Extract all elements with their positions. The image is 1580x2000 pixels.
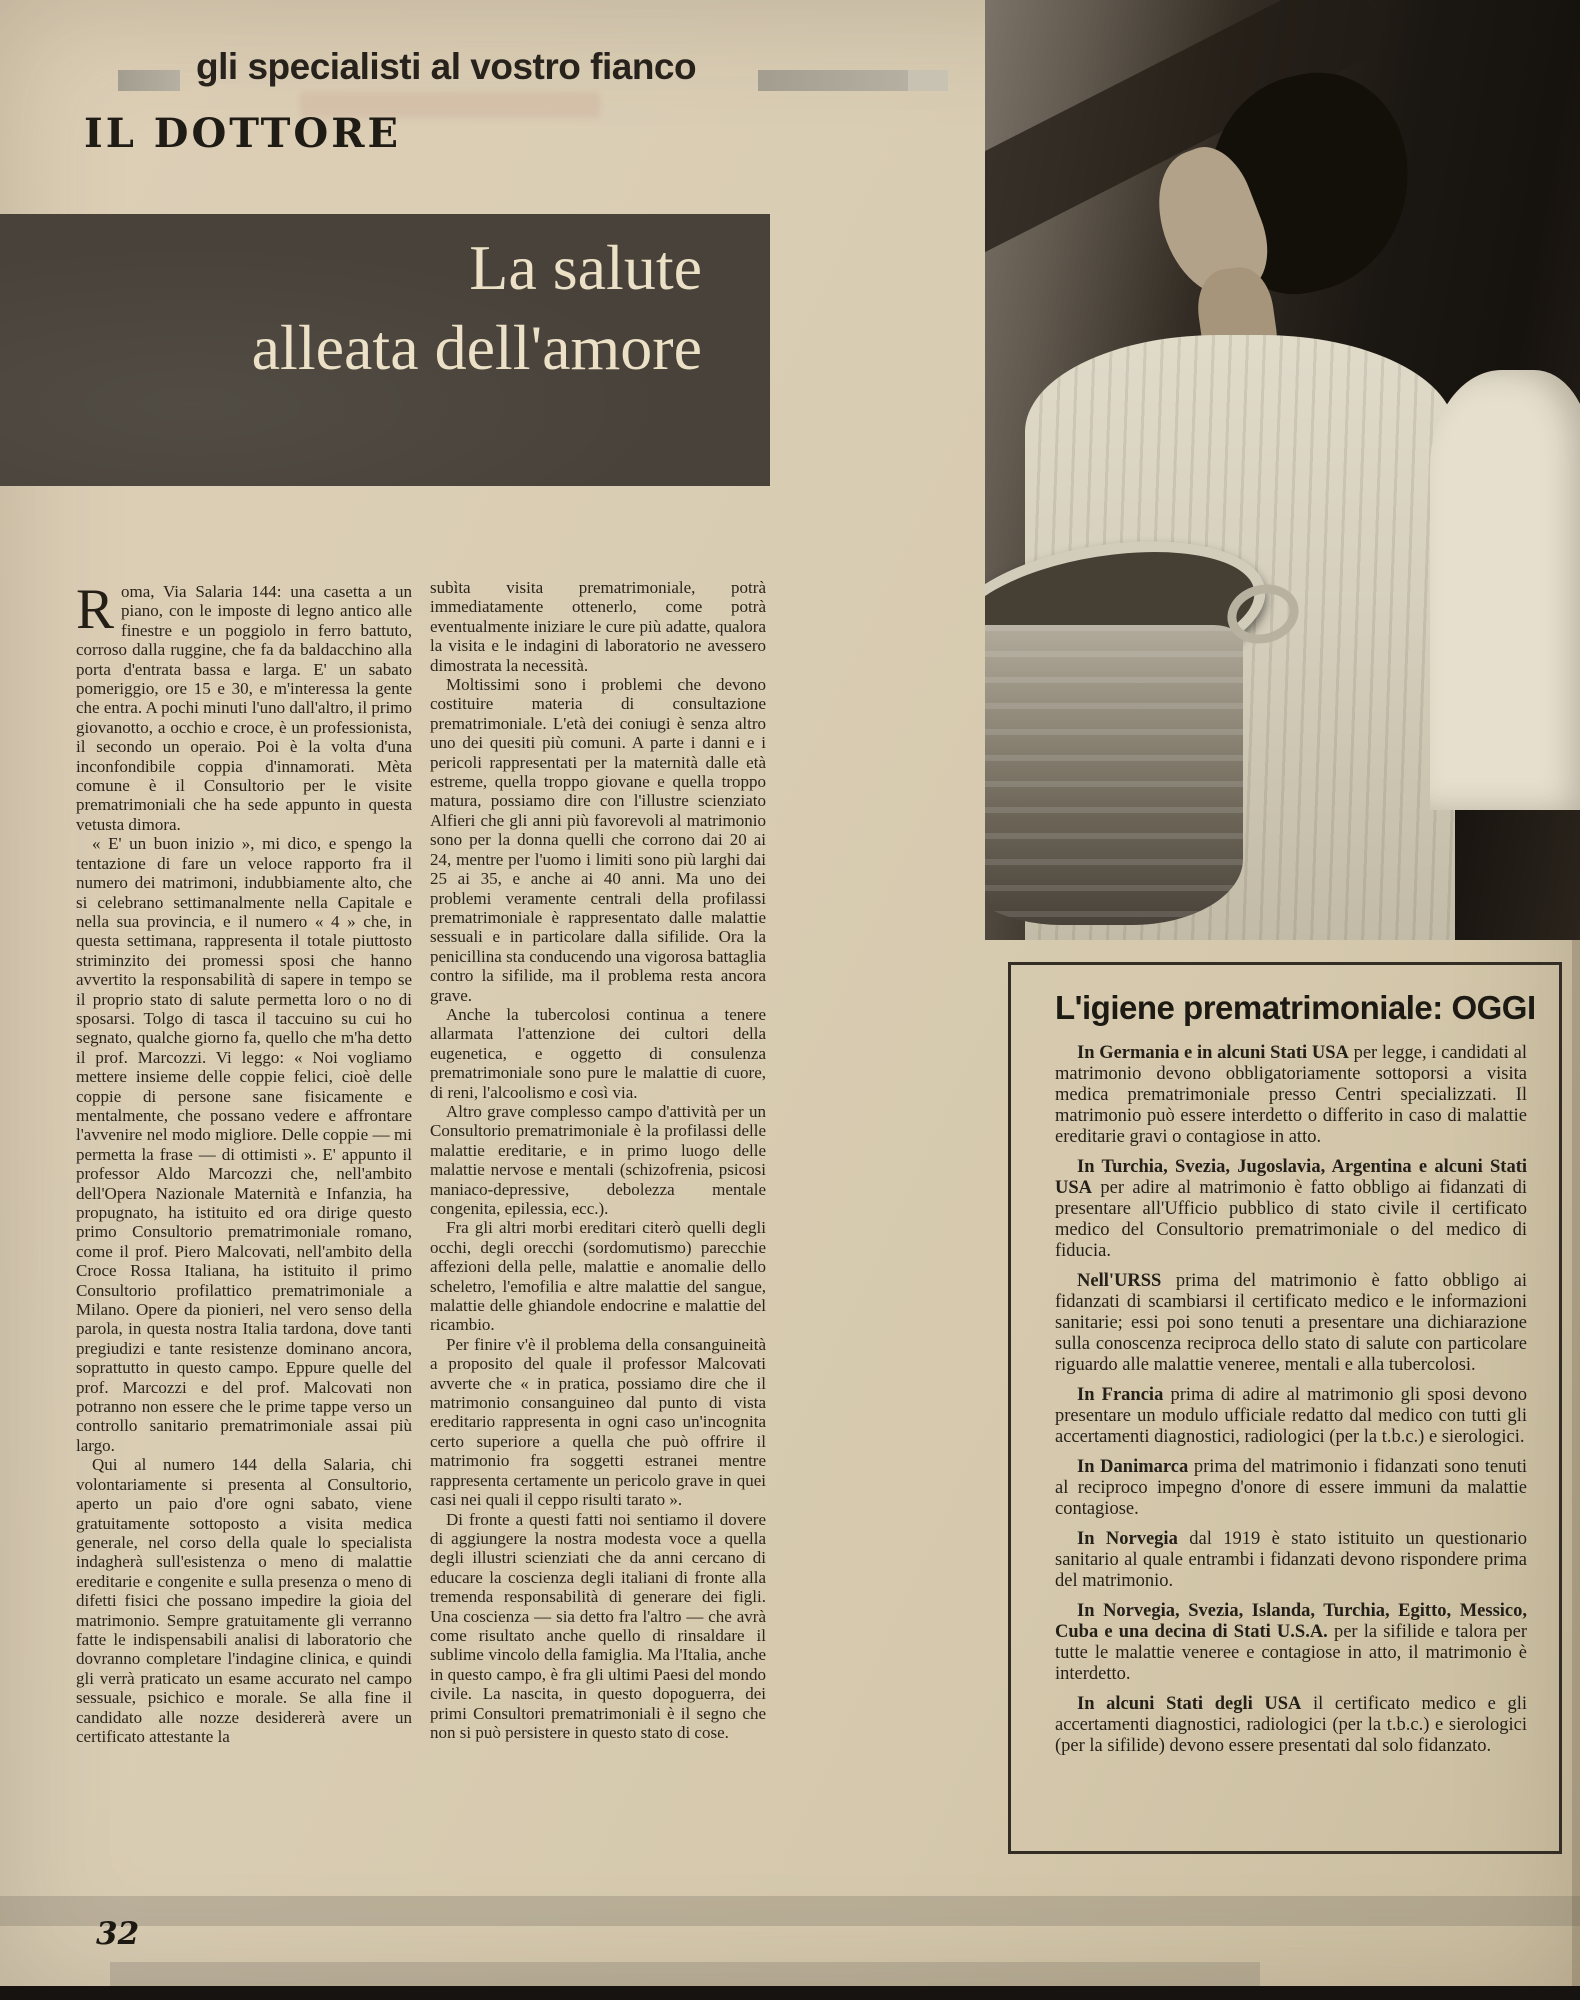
sidebar-paragraph-text: prima del matrimonio è fatto obbligo ai fidanzati di scambiarsi il certificato medico e le informazioni sanitarie; essi poi sono tenuti a presentare una dichiarazione sulla conoscenza reciproca dello stato di salute con particolare riguardo alle malattie veneree, mentali e alla tubercolosi. [1055, 1271, 1527, 1375]
header-rule-right [758, 70, 908, 91]
page-number: 32 [96, 1916, 140, 1952]
sidebar-paragraph-lead: In Norvegia, Svezia, Islanda, Turchia, Egitto, Messico, Cuba e una decina di Stati U.S.A. [1055, 1601, 1527, 1642]
page-bottom-edge [0, 1986, 1580, 2000]
header-rule-right-light [908, 70, 948, 91]
article-paragraph: Per finire v'è il problema della consanguineità a proposito del quale il professor Malcovati avverte che « in pratica, possiamo dire che il matrimonio consanguineo dal punto di vista ereditario rappresenta in ogni caso un'incognita certo superiore a quella che può offrire il matrimonio fra soggetti estranei mentre rappresenta certamente un pericolo grave in quei casi nei quali il ceppo risulti tarato ». [430, 1334, 766, 1510]
sidebar-paragraph [1055, 1157, 1527, 1262]
sidebar-paragraph-text: prima del matrimonio i fidanzati sono tenuti al reciproco impegno d'onore di essere immuni da malattie contagiose. [1055, 1457, 1527, 1519]
article-paragraph: Fra gli altri morbi ereditari citerò quelli degli occhi, degli orecchi (sordomutismo) parecchie affezioni della pelle, malattie e anomalie dello scheletro, l'emofilia e altre malattie del sangue, malattie delle ghiandole endocrine e malattie del ricambio. [430, 1218, 766, 1335]
sidebar-paragraph-text: per adire al matrimonio è fatto obbligo ai fidanzati di presentare all'Ufficio pubblico di stato civile il certificato medico del Consultorio prematrimoniale o del medico di fiducia. [1055, 1178, 1527, 1261]
sidebar-paragraph-text: dal 1919 è stato istituito un questionario sanitario al quale entrambi i fidanzati devono rispondere prima del matrimonio. [1055, 1529, 1527, 1591]
article-paragraph: « E' un buon inizio », mi dico, e spengo la tentazione di fare un veloce rapporto fra il numero dei matrimoni, indubbiamente alto, che si celebrano settimanalmente nella Capitale e nella sua provincia, e il numero « 4 » che, in questa settimana, rappresenta il totale piuttosto striminzito dei promessi sposi che hanno avvertito la responsabilità di sapere in tempo se il proprio stato di salute permetta loro o no di sposarsi. Tolgo di tasca il taccuino su cui ho segnato, qualche giorno fa, quello che m'ha detto il prof. Marcozzi. Vi leggo: « Noi vogliamo mettere insieme delle coppie felici, cioè delle coppie di persone sane fisicamente e mentalmente, che possano vedere e affrontare l'avvenire nel modo migliore. Delle coppie — mi permetta la frase — di ottimisti ». E' appunto il professor Aldo Marcozzi che, nell'ambito dell'Opera Nazionale Maternità e Infanzia, ha propugnato, ha istituito ed ora dirige questo primo Consultorio prematrimoniale romano, come il prof. Piero Malcovati, nell'ambito della Croce Rossa Italiana, ha istituito il primo Consultorio profilattico prematrimoniale a Milano. Opere da pionieri, nel vero senso della parola, in questa nostra Italia tardona, dove tanti pregiudizi e tante resistenze dominano ancora, soprattutto in questo campo. Eppure quelle del prof. Marcozzi e del prof. Malcovati non potranno non essere che le prime tappe verso un controllo sanitario prematrimoniale assai più largo. [76, 834, 412, 1455]
sidebar-paragraph-text: prima di adire al matrimonio gli sposi devono presentare un modulo ufficiale redatto dal medico con tutti gli accertamenti diagnostici, radiologici (per la t.b.c.) e sierologici. [1055, 1385, 1528, 1447]
article-paragraph: Roma, Via Salaria 144: una casetta a un piano, con le imposte di legno antico alle finestre e un poggiolo in ferro battuto, corroso dalla ruggine, che fa da baldacchino alla porta d'entrata bassa e larga. E' un sabato pomeriggio, ore 15 e 30, e m'interessa la gente che entra. A pochi minuti l'uno dall'altro, il primo giovanotto, a occhio e croce, è un professionista, il secondo un operaio. Poi è la volta d'una inconfondibile coppia d'innamorati. Mèta comune è il Consultorio per le visite prematrimoniali che ha sede appunto in questa vetusta dimora. [76, 578, 412, 834]
sidebar-paragraph-lead: Nell'URSS [1077, 1271, 1162, 1291]
sidebar-paragraph-text: per la sifilide e talora per tutte le malattie veneree e contagiose in atto, il matrimonio è interdetto. [1055, 1622, 1527, 1684]
article-title-line1: La salute [469, 232, 702, 303]
article-title-line2: alleata dell'amore [251, 312, 702, 383]
show-through-band [0, 1896, 1580, 1926]
hero-photo [985, 0, 1580, 940]
article-column-middle [430, 578, 766, 1742]
sidebar-paragraph [1055, 1385, 1527, 1448]
sidebar-paragraph [1055, 1694, 1527, 1757]
article-paragraph: Moltissimi sono i problemi che devono costituire materia di consultazione prematrimoniale. L'età dei coniugi è senza altro uno dei quesiti più comuni. A parte i danni e i pericoli rappresentati per la maternità dalle età estreme, quella troppo giovane e quella troppo matura, possiamo dire con l'illustre scienziato Alfieri che gli anni più favorevoli al matrimonio sono per la donna quelli che corrono dai 20 ai 24, mentre per l'uomo i limiti sono più larghi dai 25 ai 35, e anche ai 40 anni. Ma uno dei problemi veramente centrali della profilassi prematrimoniale è rappresentato dalle malattie sessuali e in particolare dalla sifilide. Ora la penicillina sta conducendo una vigorosa battaglia contro la sifilide, ma il problema resta ancora grave. [430, 675, 766, 1005]
sidebar-paragraph-lead: In Francia [1077, 1385, 1164, 1405]
sidebar-paragraph [1055, 1601, 1527, 1685]
header-strip-title: gli specialisti al vostro fianco [196, 46, 697, 87]
article-paragraph: Di fronte a questi fatti noi sentiamo il dovere di aggiungere la nostra modesta voce a quella degli illustri scienziati che da anni cercano di educare la coscienza degli italiani di fronte alla tremenda responsabilità di generare dei figli. Una coscienza — sia detto fra l'altro — che avrà come risultato anche quello di rinsaldare il sublime vincolo della famiglia. Ma l'Italia, anche in questo campo, è fra gli ultimi Paesi del mondo civile. La nascita, in questo dopoguerra, dei primi Consultori prematrimoniali è il segno che non si può persistere in questo stato di cose. [430, 1509, 766, 1742]
article-paragraph: subìta visita prematrimoniale, potrà immediatamente ottenerlo, come potrà eventualmente iniziare le cure più adatte, qualora la visita e le indagini di laboratorio ne avessero dimostrata la necessità. [430, 578, 766, 675]
article-title-box [0, 214, 770, 486]
sidebar-paragraph [1055, 1457, 1527, 1520]
sidebar-paragraph-text: per legge, i candidati al matrimonio devono obbligatoriamente sottoporsi a visita medica prematrimoniale presso Centri specializzati. Il matrimonio può essere interdetto o differito in caso di malattie ereditarie gravi o contagiose in atto. [1055, 1043, 1527, 1147]
sidebar-paragraph-text: il certificato medico e gli accertamenti diagnostici, radiologici (per la t.b.c.) e sierologici (per la sifilide) devono essere presentati dal solo fidanzato. [1055, 1694, 1527, 1756]
sidebar-paragraph-lead: In Turchia, Svezia, Jugoslavia, Argentina e alcuni Stati USA [1055, 1157, 1527, 1198]
photo-metal-basin-body [985, 625, 1243, 925]
sidebar-box-body [1055, 1043, 1527, 1757]
sidebar-paragraph-lead: In Germania e in alcuni Stati USA [1077, 1043, 1349, 1063]
article-column-left [76, 578, 412, 1746]
sidebar-paragraph [1055, 1529, 1527, 1592]
header-rule-left [118, 70, 180, 91]
sidebar-paragraph [1055, 1043, 1527, 1148]
sidebar-paragraph [1055, 1271, 1527, 1376]
photo-woman-sleeve [1430, 370, 1580, 810]
article-paragraph: Altro grave complesso campo d'attività per un Consultorio prematrimoniale è la profilassi delle malattie ereditarie, e in primo luogo delle malattie nervose e mentali (schizofrenia, psicosi maniaco-depressive, debolezza mentale congenita, epilessia, ecc.). [430, 1101, 766, 1218]
article-paragraph: Anche la tubercolosi continua a tenere allarmata l'attenzione dei cultori della eugenetica, e oggetto di consulenza prematrimoniale sono pure le malattie di cuore, di reni, l'alcoolismo e così via. [430, 1004, 766, 1102]
page-right-edge-shadow [1572, 940, 1580, 1986]
sidebar-paragraph-lead: In Norvegia [1077, 1529, 1178, 1549]
sidebar-paragraph-lead: In alcuni Stati degli USA [1077, 1694, 1302, 1714]
sidebar-paragraph-lead: In Danimarca [1077, 1457, 1189, 1477]
sidebar-box [1008, 962, 1562, 1854]
article-paragraph: Qui al numero 144 della Salaria, chi volontariamente si presenta al Consultorio, aperto un paio d'ore ogni sabato, viene gratuitamente sottoposto a visita medica generale, nel corso della quale lo specialista indagherà sull'esistenza o meno di malattie ereditarie e congenite e sulla presenza o meno di difetti fisici che possano impedire la gioia del matrimonio. Sempre gratuitamente gli verranno fatte le indispensabili analisi di laboratorio che dovranno completare l'indagine clinica, e quindi gli verrà praticato un esame accurato nel campo sessuale, psichico e morale. Se alla fine il candidato alle nozze desidererà avere un certificato attestante la [76, 1455, 412, 1746]
column-header-il-dottore: IL DOTTORE [84, 110, 401, 157]
sidebar-box-heading: L'igiene prematrimoniale: OGGI [1055, 989, 1536, 1026]
show-through-band-lower [110, 1962, 1260, 1986]
